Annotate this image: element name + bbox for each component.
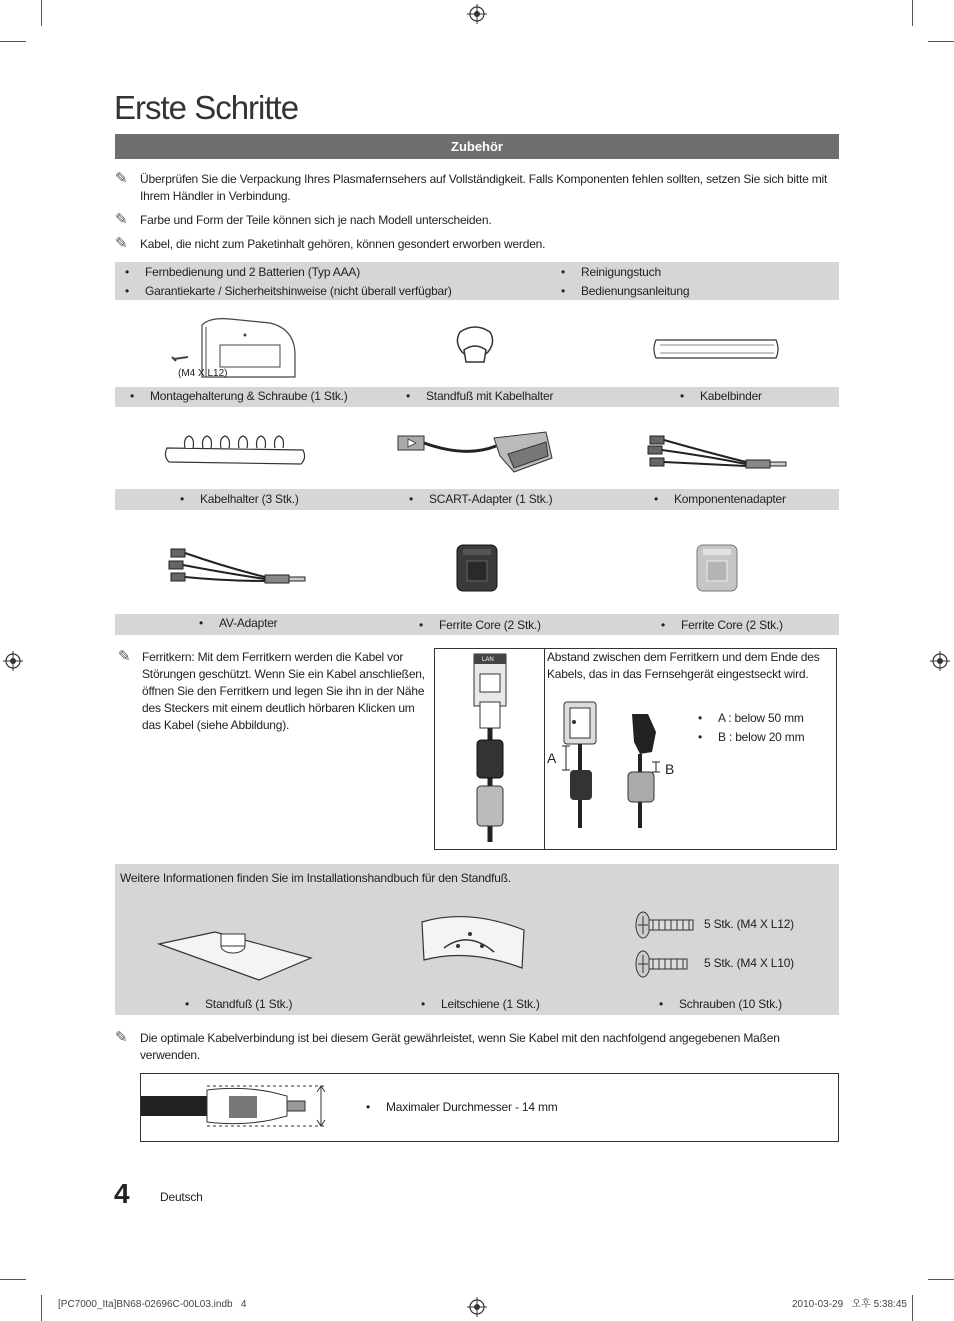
stand-item: • Leitschiene (1 Stk.) bbox=[441, 996, 540, 1013]
accessory-label: • Ferrite Core (2 Stk.) bbox=[439, 617, 541, 634]
cable-note: Die optimale Kabelverbindung ist bei diesem Gerät gewährleistet, wenn Sie Kabel mit den nachfolgend angegebenen Maßen verwenden. bbox=[140, 1031, 780, 1062]
note-pencil-icon: ✎ bbox=[115, 235, 128, 252]
scart-adapter-icon bbox=[396, 428, 556, 478]
stand-cable-holder-icon bbox=[450, 322, 500, 368]
registration-mark-icon bbox=[3, 651, 23, 671]
list-item: • Fernbedienung und 2 Batterien (Typ AAA) bbox=[145, 264, 360, 281]
accessory-label: • Ferrite Core (2 Stk.) bbox=[681, 617, 783, 634]
page-language: Deutsch bbox=[160, 1190, 203, 1204]
screw-label: 5 Stk. (M4 X L10) bbox=[704, 956, 794, 970]
accessory-label: • Kabelhalter (3 Stk.) bbox=[200, 491, 299, 508]
page-number: 4 bbox=[114, 1178, 130, 1209]
cable-connector-icon bbox=[141, 1082, 331, 1132]
crop-mark bbox=[912, 0, 913, 26]
av-adapter-icon bbox=[165, 545, 310, 590]
crop-mark bbox=[912, 1295, 913, 1321]
ferrite-diagram-divider bbox=[544, 648, 545, 850]
label-b: B bbox=[665, 761, 675, 777]
cable-a-ferrite-icon bbox=[560, 700, 605, 830]
lan-port-ferrite-icon bbox=[470, 652, 510, 842]
note-pencil-icon: ✎ bbox=[115, 211, 128, 228]
ferrite-core-black-icon bbox=[455, 543, 499, 593]
crop-mark bbox=[41, 1295, 42, 1321]
note-text: Überprüfen Sie die Verpackung Ihres Plasmafernsehers auf Vollständigkeit. Falls Komponenten fehlen sollten, setzen Sie sich bitte mit Ihrem Händler in Verbindung. bbox=[140, 172, 828, 203]
note-text: Farbe und Form der Teile können sich je nach Modell unterscheiden. bbox=[140, 213, 492, 227]
crop-mark bbox=[0, 1279, 26, 1280]
accessory-label: • Komponentenadapter bbox=[674, 491, 786, 508]
accessory-label: • AV-Adapter bbox=[219, 615, 277, 632]
page-title: Erste Schritte bbox=[114, 89, 299, 126]
crop-mark bbox=[928, 41, 954, 42]
lan-label: LAN bbox=[482, 657, 494, 663]
accessory-label: • Kabelbinder bbox=[700, 388, 762, 405]
ferrite-distance-title: Abstand zwischen dem Ferritkern und dem Ende des Kabels, das in das Fernsehgerät eingestseckt wird. bbox=[547, 650, 820, 681]
cable-b-ferrite-icon bbox=[622, 710, 667, 830]
accessory-label: • Montagehalterung & Schraube (1 Stk.) bbox=[150, 388, 348, 405]
guide-rail-icon bbox=[418, 908, 528, 973]
cable-tie-icon bbox=[650, 334, 782, 364]
crop-mark bbox=[928, 1279, 954, 1280]
ferrite-core-gray-icon bbox=[695, 543, 739, 593]
list-item: • Garantiekarte / Sicherheitshinweise (nicht überall verfügbar) bbox=[145, 283, 452, 300]
note-pencil-icon: ✎ bbox=[115, 170, 128, 187]
registration-mark-icon bbox=[467, 1297, 487, 1317]
stand-info: Weitere Informationen finden Sie im Installationshandbuch für den Standfuß. bbox=[120, 871, 512, 885]
footer-timestamp: 2010-03-29 오후 5:38:45 bbox=[792, 1299, 907, 1310]
note-pencil-icon: ✎ bbox=[115, 1029, 128, 1046]
stand-base-icon bbox=[155, 928, 315, 983]
ferrite-spec: • B : below 20 mm bbox=[718, 729, 804, 746]
screw-label: 5 Stk. (M4 X L12) bbox=[704, 917, 794, 931]
cable-holder-icon bbox=[163, 432, 308, 472]
crop-mark bbox=[0, 41, 26, 42]
note-text: Kabel, die nicht zum Paketinhalt gehören, können gesondert erworben werden. bbox=[140, 237, 546, 251]
accessory-label: • Standfuß mit Kabelhalter bbox=[426, 388, 553, 405]
registration-mark-icon bbox=[467, 4, 487, 24]
registration-mark-icon bbox=[930, 651, 950, 671]
ferrite-spec: • A : below 50 mm bbox=[718, 710, 804, 727]
screw-m4-l12-icon bbox=[635, 910, 697, 940]
accessory-label: • SCART-Adapter (1 Stk.) bbox=[429, 491, 552, 508]
component-adapter-icon bbox=[646, 432, 791, 472]
crop-mark bbox=[41, 0, 42, 26]
list-item: • Reinigungstuch bbox=[581, 264, 661, 281]
note-pencil-icon: ✎ bbox=[118, 648, 131, 665]
screw-size-label: (M4 X L12) bbox=[178, 368, 228, 379]
cable-spec: • Maximaler Durchmesser - 14 mm bbox=[386, 1099, 558, 1116]
footer-file-info: [PC7000_Ita]BN68-02696C-00L03.indb 4 bbox=[58, 1299, 247, 1310]
screw-m4-l10-icon bbox=[635, 949, 697, 979]
ferrite-note: Ferritkern: Mit dem Ferritkern werden die Kabel vor Störungen geschützt. Wenn Sie ein Kabel anschließen, öffnen Sie den Ferritkern und legen Sie ihn in der Nähe des Steckers mit einem deutlich hörbaren Klicken um das Kabel (siehe Abbildung). bbox=[142, 650, 425, 732]
label-a: A bbox=[547, 750, 557, 766]
section-header-label: Zubehör bbox=[451, 139, 503, 154]
stand-item: • Standfuß (1 Stk.) bbox=[205, 996, 292, 1013]
stand-item: • Schrauben (10 Stk.) bbox=[679, 996, 782, 1013]
list-item: • Bedienungsanleitung bbox=[581, 283, 689, 300]
